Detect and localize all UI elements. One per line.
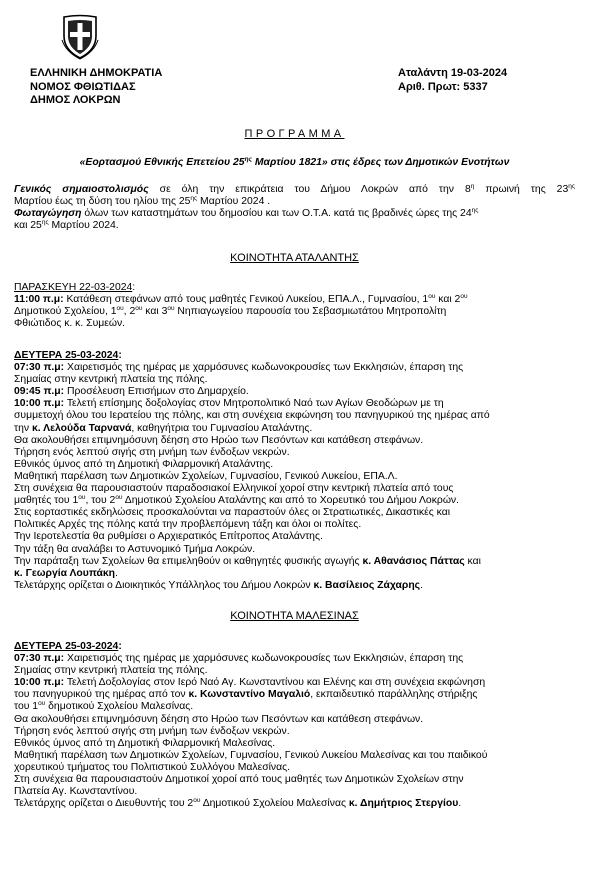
issuer-republic: ΕΛΛΗΝΙΚΗ ΔΗΜΟΚΡΑΤΙΑ <box>30 67 163 79</box>
text-line: Σημαίας στην κεντρική πλατεία της πόλης. <box>14 374 208 386</box>
section-heading-atalanti: ΚΟΙΝΟΤΗΤΑ ΑΤΑΛΑΝΤΗΣ <box>230 252 359 264</box>
date-heading: ΔΕΥΤΕΡΑ 25-03-2024 <box>14 350 119 361</box>
text-line: την κ. Λελούδα Ταρνανά, καθηγήτρια του Γυμνασίου Αταλάντης. <box>14 422 313 434</box>
text-line: ΔΕΥΤΕΡΑ 25-03-2024: <box>14 350 122 361</box>
document-subtitle: «Εορτασμού Εθνικής Επετείου $25^{\eta\varsigma}$ Μαρτίου 1821» στις έδρες των Δημοτικών Ενοτήτων <box>79 156 510 168</box>
general-instructions <box>14 184 575 232</box>
text-line: Στη συνέχεια θα παρουσιαστούν Δημοτικοί χοροί από τους μαθητές των Δημοτικών Σχολείων στην <box>14 774 464 786</box>
text-line: Τήρηση ενός λεπτού σιγής στη μνήμη των ένδοξων νεκρών. <box>14 446 290 458</box>
text-line: Πολιτικές Αρχές της πόλης κατά την προβλεπόμενη τάξη και όλοι οι πολίτες. <box>14 519 362 531</box>
text-line: Στις εορταστικές εκδηλώσεις προσκαλούνται να παραστούν όλες οι Στρατιωτικές, Δικαστικές και <box>14 507 451 519</box>
text-line: Τελετάρχης ορίζεται ο Διευθυντής του $2^{o\upsilon}$ Δημοτικού Σχολείου Μαλεσίνας κ. Δημήτριος Στεργίου. <box>14 797 462 810</box>
malesina-monday-program <box>14 641 575 810</box>
text-line: Θα ακολουθήσει επιμνημόσυνη δέηση στο Ηρώο των Πεσόντων και κατάθεση στεφάνων. <box>14 713 424 725</box>
text-line: Γενικός σημαιοστολισμός σε όλη την επικράτεια του Δήμου Λοκρών από την $8^\eta$ πρωινή της $23^{\eta\varsigma}$ <box>14 183 575 195</box>
issuer-block <box>30 67 162 108</box>
text-line: Σημαίας στην κεντρική πλατεία της πόλης. <box>14 665 208 677</box>
text-line: Την Ιεροτελεστία θα ρυθμίσει ο Αρχιερατικός Επίτροπος Αταλάντης. <box>14 531 323 543</box>
text-line: Δημοτικού Σχολείου, $1^{o\upsilon}$, $2^{o\upsilon}$ και $3^{o\upsilon}$ Νηπιαγωγείου παρουσία του Σεβασμιωτάτου Μητροπολίτη <box>14 305 447 318</box>
reference-block <box>398 67 507 94</box>
text-line: Μαρτίου έως τη δύση του ηλίου της $25^{\eta\varsigma}$ Μαρτίου 2024 . <box>14 195 271 208</box>
text-line: Εθνικός ύμνος από τη Δημοτική Φιλαρμονική Αταλάντης. <box>14 458 274 470</box>
text-line: Φθιώτιδος κ. κ. Συμεών. <box>14 318 126 330</box>
document-title: ΠΡΟΓΡΑΜΜΑ <box>244 128 345 140</box>
text-line: και $25^{\eta\varsigma}$ Μαρτίου 2024. <box>14 219 119 232</box>
text-line: Τήρηση ενός λεπτού σιγής στη μνήμη των ένδοξων νεκρών. <box>14 725 290 737</box>
text-line: του πανηγυρικού της ημέρας από τον κ. Κωνσταντίνο Μαγαλιό, εκπαιδευτικό παράλληλης στήριξης <box>14 689 478 701</box>
text-line: 11:00 π.μ: Κατάθεση στεφάνων από τους μαθητές Γενικού Λυκείου, ΕΠΑ.Λ., Γυμνασίου, $1^{o\upsilon}$ και $2^{o\upsilon}$ <box>14 293 468 306</box>
text-line: Πλατεία Αγ. Κωνσταντίνου. <box>14 786 138 798</box>
text-line: 10:00 π.μ: Τελετή Δοξολογίας στον Ιερό Ναό Αγ. Κωνσταντίνου και Ελένης και στη συνέχεια εκφώνηση <box>14 677 486 689</box>
text-line: Την τάξη θα αναλάβει το Αστυνομικό Τμήμα Λοκρών. <box>14 543 256 555</box>
text-line: 07:30 π.μ: Χαιρετισμός της ημέρας με χαρμόσυνες κωδωνοκρουσίες των Εκκλησιών, έπαρση της <box>14 653 464 665</box>
text-line: του $1^{o\upsilon}$ δημοτικού Σχολείου Μαλεσίνας. <box>14 700 194 713</box>
text-line: Τελετάρχης ορίζεται ο Διοικητικός Υπάλληλος του Δήμου Λοκρών κ. Βασίλειος Ζάχαρης. <box>14 579 423 591</box>
text-line: Στη συνέχεια θα παρουσιαστούν παραδοσιακοί Ελληνικοί χοροί στην κεντρική πλατεία από τους <box>14 483 454 495</box>
text-line: ΔΕΥΤΕΡΑ 25-03-2024: <box>14 641 122 652</box>
date-heading: ΠΑΡΑΣΚΕΥΗ 22-03-2024 <box>14 282 133 293</box>
text-line: 07:30 π.μ: Χαιρετισμός της ημέρας με χαρμόσυνες κωδωνοκρουσίες των Εκκλησιών, έπαρση της <box>14 362 464 374</box>
section-heading-malesina: ΚΟΙΝΟΤΗΤΑ ΜΑΛΕΣΙΝΑΣ <box>230 610 359 622</box>
text-line: ΠΑΡΑΣΚΕΥΗ 22-03-2024: <box>14 282 136 293</box>
text-line: 10:00 π.μ: Τελετή επίσημης δοξολογίας στον Μητροπολιτικό Ναό των Αγίων Θεοδώρων με τη <box>14 398 444 410</box>
text-line: Φωταγώγηση όλων των καταστημάτων του δημοσίου και των Ο.Τ.Α. κατά τις βραδινές ώρες της $24^{\eta\varsigma}$ <box>14 207 479 220</box>
atalanti-monday-program <box>14 350 575 592</box>
text-line: μαθητές του $1^{o\upsilon}$, του $2^{o\upsilon}$ Δημοτικού Σχολείου Αταλάντης και από το Χορευτικό του Δήμου Λοκρών. <box>14 494 460 507</box>
text-line: συμμετοχή όλου του Ιερατείου της πόλης, και στη συνέχεια εκφώνηση του πανηγυρικού της ημέρας από <box>14 410 490 422</box>
atalanti-friday-program <box>14 282 575 330</box>
text-line: Μαθητική παρέλαση των Δημοτικών Σχολείων, Γυμνασίου, Γενικού Λυκείου Μαλεσίνας και του παιδικού <box>14 749 488 761</box>
issuer-municipality: ΔΗΜΟΣ ΛΟΚΡΩΝ <box>30 94 121 106</box>
text-line: Εθνικός ύμνος από τη Δημοτική Φιλαρμονική Μαλεσίνας. <box>14 737 276 749</box>
protocol-number: Αριθ. Πρωτ: 5337 <box>398 80 488 93</box>
text-line: κ. Γεωργία Λουπάκη. <box>14 567 118 579</box>
text-line: χορευτικού τμήματος του Πολιτιστικού Συλλόγου Μαλεσίνας. <box>14 761 291 773</box>
date-heading: ΔΕΥΤΕΡΑ 25-03-2024 <box>14 641 119 652</box>
text-line: Μαθητική παρέλαση των Δημοτικών Σχολείων, Γυμνασίου, Γενικού Λυκείου, ΕΠΑ.Λ. <box>14 470 398 482</box>
text-line: Την παράταξη των Σχολείων θα επιμεληθούν οι καθηγητές φυσικής αγωγής κ. Αθανάσιος Πάττας και <box>14 555 481 567</box>
text-line: 09:45 π.μ: Προσέλευση Επισήμων στο Δημαρχείο. <box>14 386 249 398</box>
text-line: Θα ακολουθήσει επιμνημόσυνη δέηση στο Ηρώο των Πεσόντων και κατάθεση στεφάνων. <box>14 434 424 446</box>
place-date: Αταλάντη 19-03-2024 <box>398 67 508 79</box>
issuer-prefecture: ΝΟΜΟΣ ΦΘΙΩΤΙΔΑΣ <box>30 80 136 93</box>
coat-of-arms-emblem <box>60 14 100 60</box>
